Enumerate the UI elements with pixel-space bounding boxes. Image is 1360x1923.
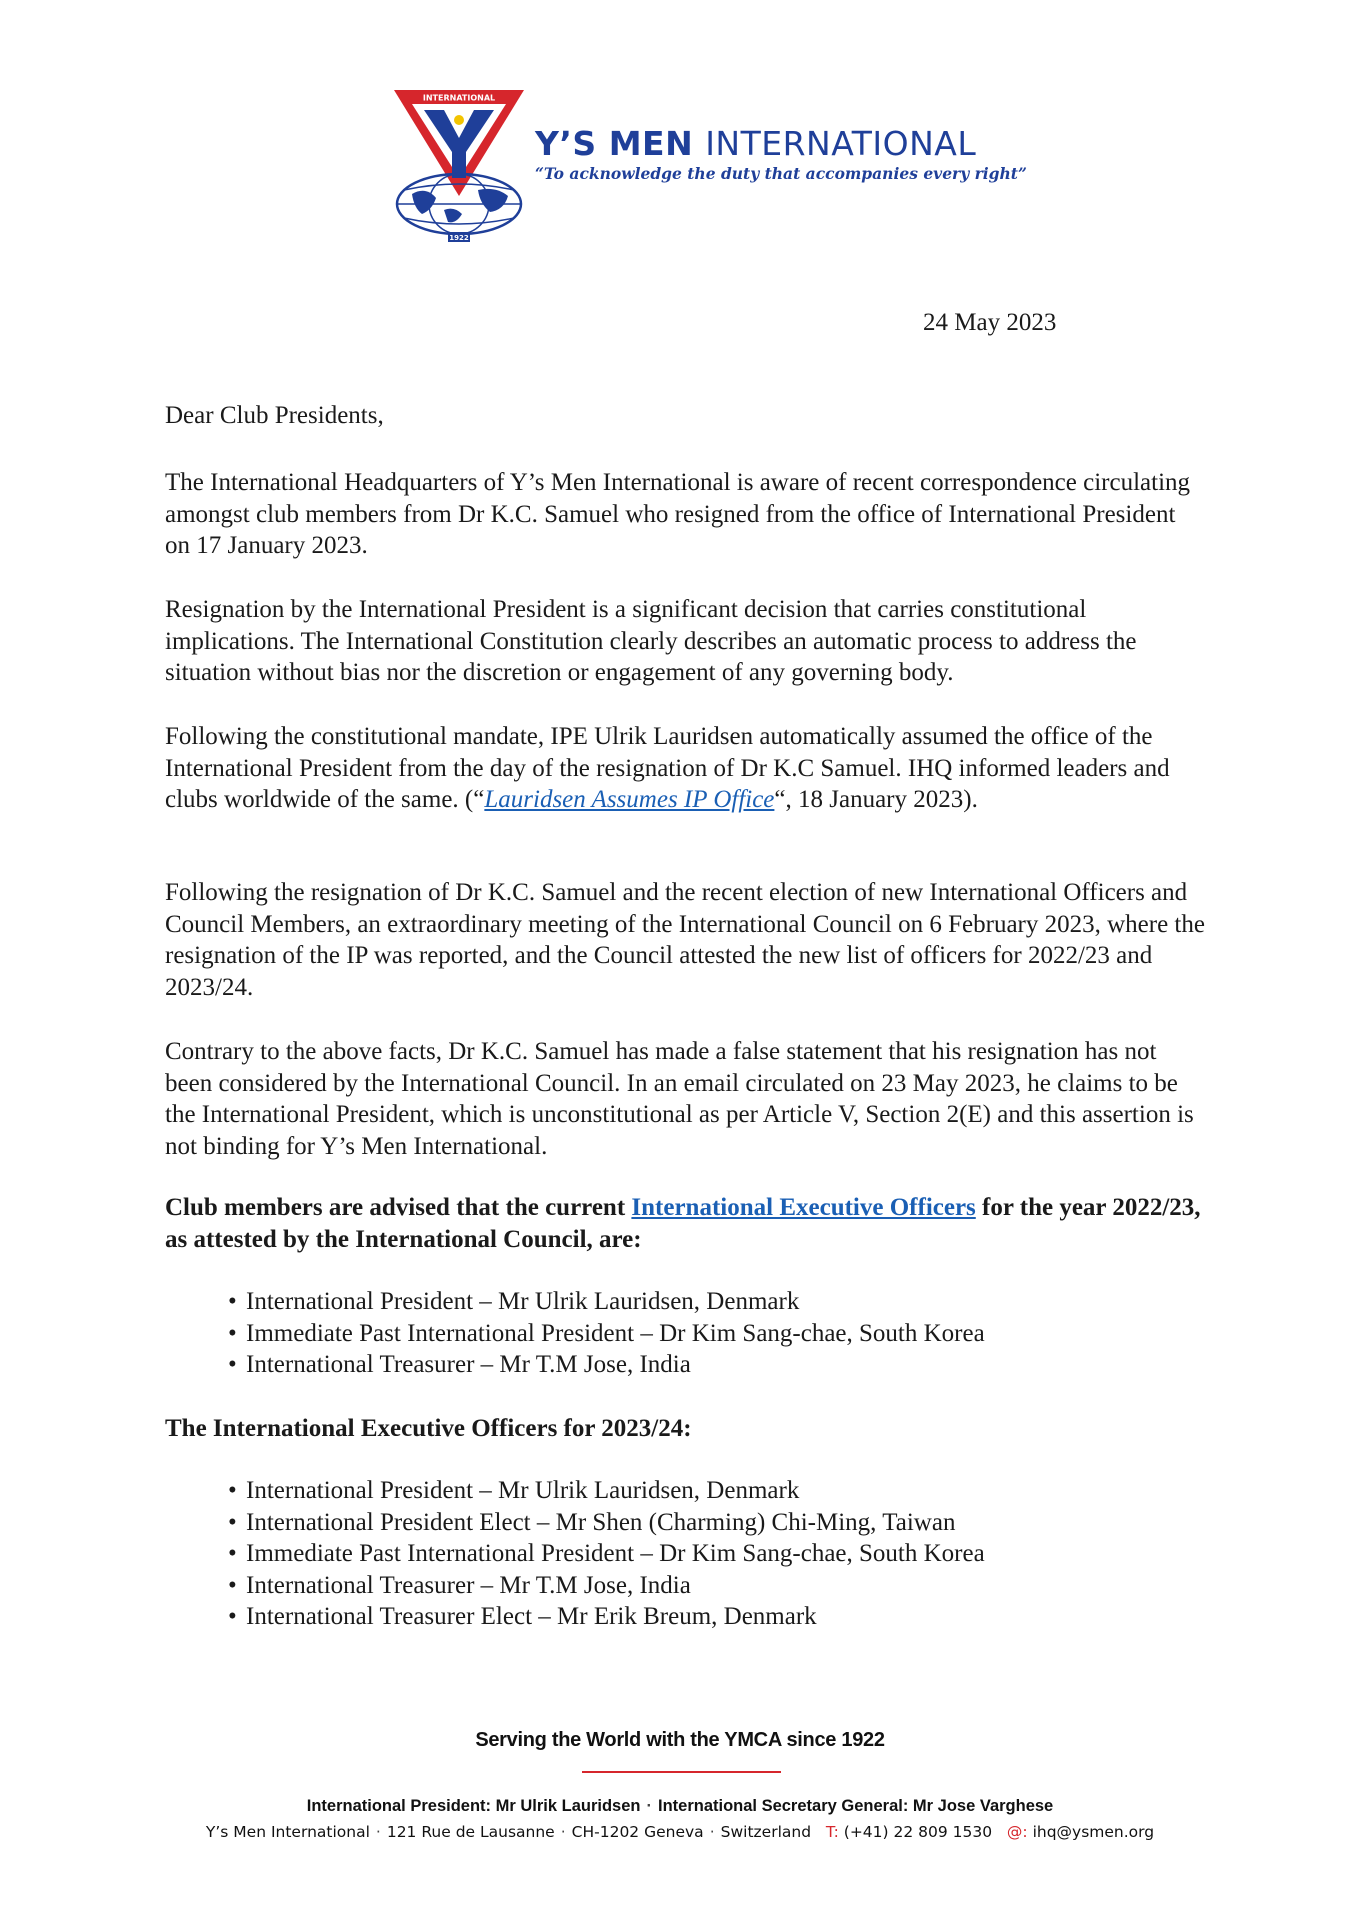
lauridsen-assumes-ip-office-link[interactable]: Lauridsen Assumes IP Office	[484, 786, 775, 813]
footer-divider	[582, 1771, 781, 1773]
list-item: • Immediate Past International President – Dr Kim Sang-chae, South Korea	[228, 1538, 1188, 1570]
officers-2022-list	[228, 1286, 1188, 1381]
footer-phone: (+41) 22 809 1530	[843, 1823, 993, 1841]
title-part-international: INTERNATIONAL	[705, 124, 977, 163]
list-item: • International Treasurer Elect – Mr Erik Breum, Denmark	[228, 1601, 1188, 1633]
footer-email-link[interactable]: ihq@ysmen.org	[1032, 1823, 1155, 1841]
svg-text:INTERNATIONAL: INTERNATIONAL	[422, 93, 496, 103]
list-item: • International President – Mr Ulrik Lauridsen, Denmark	[228, 1286, 1188, 1318]
footer-slogan: Serving the World with the YMCA since 1922	[475, 1729, 885, 1751]
footer-street: 121 Rue de Lausanne	[386, 1823, 555, 1841]
paragraph-1: The International Headquarters of Y’s Men International is aware of recent correspondence circulating amongst club members from Dr K.C. Samuel who resigned from the office of International President on 17 January 2023.	[165, 469, 1191, 559]
paragraph-4: Following the resignation of Dr K.C. Samuel and the recent election of new International Officers and Council Members, an extraordinary meeting of the International Council on 6 February 2023, where the resignation of the IP was reported, and the Council attested the new list of officers for 2022/23 and 2023/24.	[165, 879, 1205, 1001]
paragraph-3-text: Following the constitutional mandate, IPE Ulrik Lauridsen automatically assumed the office of the International President from the day of the resignation of Dr K.C Samuel. IHQ informed leaders and clubs worldwide of the same. (“	[165, 723, 1170, 813]
footer-country: Switzerland	[720, 1823, 812, 1841]
footer-city: CH-1202 Geneva	[571, 1823, 704, 1841]
email-label: @:	[1006, 1823, 1028, 1841]
list-item: • International Treasurer – Mr T.M Jose, India	[228, 1349, 1188, 1381]
svg-text:1922: 1922	[449, 234, 469, 242]
footer-president: International President: Mr Ulrik Lauridsen	[306, 1797, 641, 1815]
paragraph-officers-intro	[165, 1192, 1205, 1255]
officers-2023-list	[228, 1475, 1188, 1633]
footer-address: Y’s Men International · 121 Rue de Lausanne · CH-1202 Geneva · Switzerland T: (+41) 22 809 1530 @: ihq@ysmen.org	[205, 1823, 1155, 1841]
international-executive-officers-link[interactable]: International Executive Officers	[631, 1194, 976, 1221]
list-item: • International Treasurer – Mr T.M Jose, India	[228, 1570, 1188, 1602]
paragraph-2: Resignation by the International President is a significant decision that carries constitutional implications. The International Constitution clearly describes an automatic process to address the situation without bias nor the discretion or engagement of any governing body.	[165, 596, 1137, 686]
footer-org: Y’s Men International	[205, 1823, 370, 1841]
salutation: Dear Club Presidents,	[165, 402, 384, 429]
list-item: • International President Elect – Mr Shen (Charming) Chi-Ming, Taiwan	[228, 1507, 1188, 1539]
ys-men-logo	[392, 86, 526, 246]
officers-intro-text: Club members are advised that the current	[165, 1194, 632, 1221]
officers-2023-heading: The International Executive Officers for 2023/24:	[165, 1415, 692, 1442]
paragraph-5: Contrary to the above facts, Dr K.C. Samuel has made a false statement that his resignation has not been considered by the International Council. In an email circulated on 23 May 2023, he claims to be the International President, which is unconstitutional as per Article V, Section 2(E) and this assertion is not binding for Y’s Men International.	[165, 1038, 1194, 1160]
letter-date: 24 May 2023	[923, 309, 1057, 336]
paragraph-3	[165, 721, 1205, 816]
organization-motto: “To acknowledge the duty that accompanies every right”	[535, 164, 1027, 183]
officers-intro-text-end: for the year 2022/23, as attested by the International Council, are:	[165, 1194, 1201, 1253]
footer-secretary: International Secretary General: Mr Jose Varghese	[657, 1797, 1054, 1815]
paragraph-3-text-end: “, 18 January 2023).	[774, 786, 978, 813]
list-item: • International President – Mr Ulrik Lauridsen, Denmark	[228, 1475, 1188, 1507]
phone-label: T:	[825, 1823, 839, 1841]
organization-title	[535, 124, 976, 163]
title-part-ysmen: Y’S MEN	[535, 124, 694, 163]
list-item: • Immediate Past International President – Dr Kim Sang-chae, South Korea	[228, 1318, 1188, 1350]
footer-officers: International President: Mr Ulrik Lauridsen · International Secretary General: Mr Jose Varghese	[306, 1797, 1054, 1815]
